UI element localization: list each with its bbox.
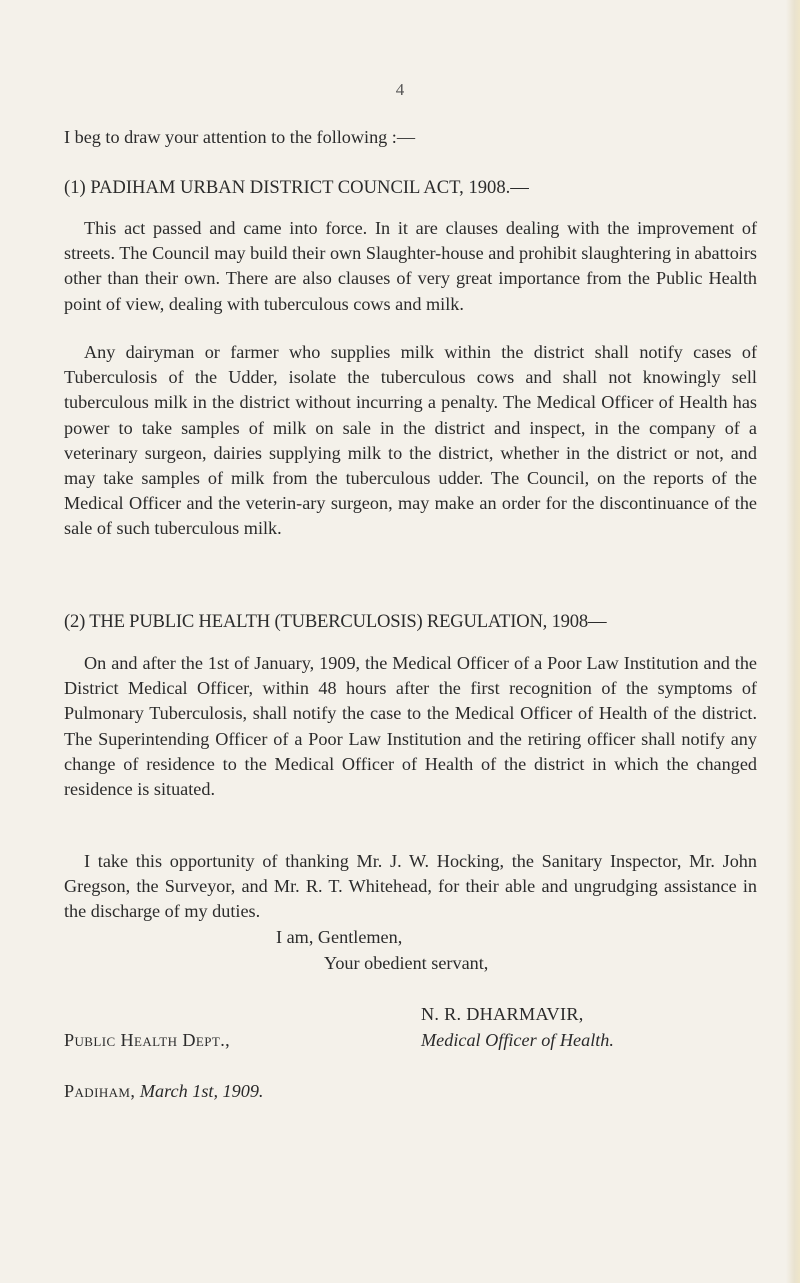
- closing-salutation: I am, Gentlemen,: [276, 927, 403, 947]
- sender-place-date: [64, 1081, 263, 1102]
- sender-place: Padiham,: [64, 1081, 136, 1101]
- sender-department: Public Health Dept.,: [64, 1030, 231, 1050]
- sender-date: March 1st, 1909.: [139, 1081, 264, 1101]
- section1-paragraph-2: Any dairyman or farmer who supplies milk within the district shall notify cases of Tuberculosis of the Udder, isolate the tuberculous cows and shall not knowingly sell tuberculous milk in the district without incurring a penalty. The Medical Officer of Health has power to take samples of milk on sale in the district and inspect, in the company of a veterinary surgeon, dairies supplying milk to the district, whether in the district or not, and may take samples of milk from the tuberculous udder. The Council, on the reports of the Medical Officer and the veterin-ary surgeon, may make an order for the discontinuance of the sale of such tuberculous milk.: [64, 342, 757, 539]
- intro-line: I beg to draw your attention to the following :—: [64, 127, 416, 147]
- signature-name: N. R. DHARMAVIR,: [421, 1004, 584, 1024]
- closing-valediction: Your obedient servant,: [324, 953, 489, 973]
- section2-heading: (2) THE PUBLIC HEALTH (TUBERCULOSIS) REGULATION, 1908—: [64, 611, 607, 632]
- section2-paragraph-1: On and after the 1st of January, 1909, the Medical Officer of a Poor Law Institution and the District Medical Officer, within 48 hours after the first recognition of the symptoms of Pulmonary Tuberculosis, shall notify the case to the Medical Officer of Health of the district. The Superintending Officer of a Poor Law Institution and the retiring officer shall notify any change of residence to the Medical Officer of Health of the district in which the changed residence is situated.: [64, 653, 757, 800]
- section1-heading: (1) PADIHAM URBAN DISTRICT COUNCIL ACT, 1908.—: [64, 177, 529, 198]
- thanks-paragraph: I take this opportunity of thanking Mr. J. W. Hocking, the Sanitary Inspector, Mr. John Gregson, the Surveyor, and Mr. R. T. Whitehead, for their able and ungrudging assistance in the discharge of my duties.: [64, 851, 757, 922]
- page-number: 4: [395, 80, 405, 99]
- section1-paragraph-1: This act passed and came into force. In it are clauses dealing with the improvement of streets. The Council may build their own Slaughter-house and prohibit slaughtering in abattoirs other than their own. There are also clauses of very great importance from the Public Health point of view, dealing with tuberculous cows and milk.: [64, 218, 757, 314]
- signature-title: Medical Officer of Health.: [421, 1030, 614, 1050]
- page-edge: [786, 0, 800, 1283]
